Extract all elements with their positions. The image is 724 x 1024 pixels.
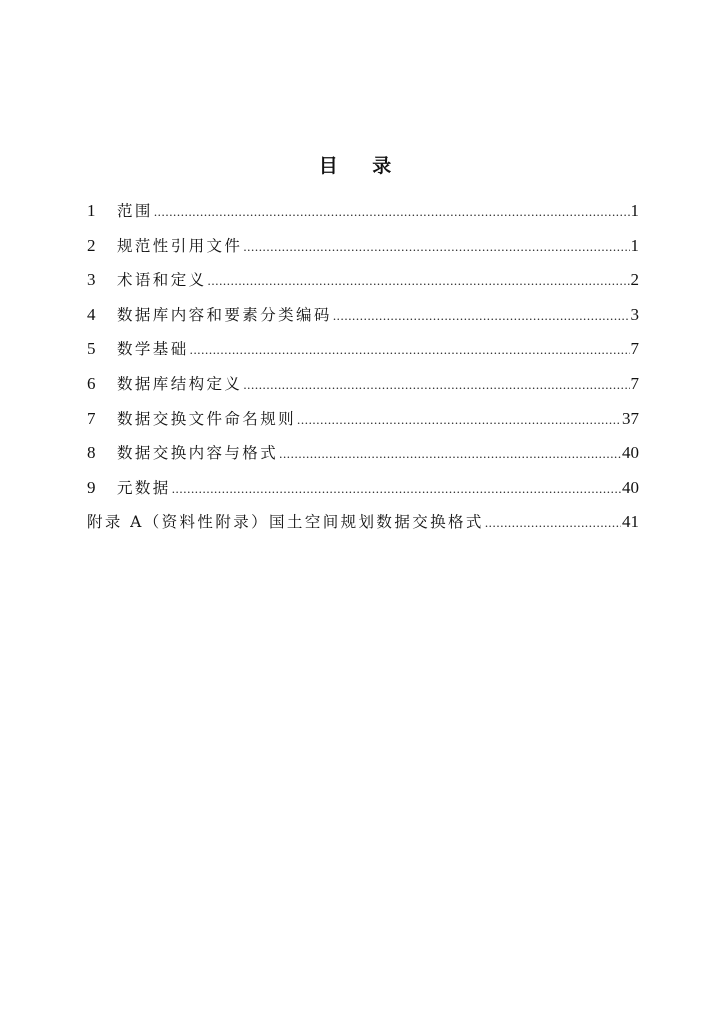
toc-entry-label: 规范性引用文件 <box>117 236 243 255</box>
toc-entry <box>87 439 639 474</box>
toc-entry <box>87 232 639 267</box>
toc-entry-number: 4 <box>87 304 96 324</box>
toc-title: 目 录 <box>318 155 406 177</box>
toc-entry-page: 2 <box>630 270 639 290</box>
toc-entry-label: 范围 <box>117 202 153 220</box>
toc-entry-number: 6 <box>87 373 96 393</box>
toc-list <box>87 197 639 543</box>
toc-entry-label: 数据库内容和要素分类编码 <box>117 305 332 324</box>
toc-entry-number: 8 <box>87 443 96 463</box>
toc-dot-leader <box>333 302 630 330</box>
toc-dot-leader <box>485 509 621 537</box>
toc-entry <box>87 405 639 440</box>
toc-entry-label: 数据交换文件命名规则 <box>117 409 297 428</box>
toc-dot-leader <box>190 336 630 364</box>
toc-entry-page: 40 <box>622 477 639 497</box>
toc-entry-number: 7 <box>87 408 96 428</box>
toc-entry-label: 数学基础 <box>117 340 189 359</box>
toc-entry <box>87 370 639 405</box>
toc-entry-label: 元数据 <box>117 478 171 497</box>
toc-dot-leader <box>297 406 621 434</box>
toc-entry-page: 3 <box>630 304 639 324</box>
toc-dot-leader <box>154 198 630 226</box>
toc-entry-label: 附录 A（资料性附录）国土空间规划数据交换格式 <box>87 513 484 532</box>
toc-entry-number: 9 <box>87 477 96 497</box>
toc-entry <box>87 335 639 370</box>
toc-entry-appendix <box>87 508 639 543</box>
toc-entry-label: 数据库结构定义 <box>117 374 243 393</box>
toc-entry <box>87 474 639 509</box>
toc-entry <box>87 266 639 301</box>
toc-entry-page: 37 <box>622 408 639 428</box>
toc-entry-page: 1 <box>630 235 639 255</box>
toc-dot-leader <box>243 233 629 261</box>
toc-entry-page: 1 <box>630 201 639 220</box>
toc-dot-leader <box>172 475 621 503</box>
toc-entry-page: 41 <box>622 512 639 532</box>
toc-entry-number: 3 <box>87 270 96 290</box>
toc-entry-page: 7 <box>630 339 639 359</box>
toc-entry <box>87 197 639 232</box>
toc-dot-leader <box>243 371 629 399</box>
toc-dot-leader <box>279 440 621 468</box>
toc-entry <box>87 301 639 336</box>
toc-entry-number: 5 <box>87 339 96 359</box>
toc-entry-label: 数据交换内容与格式 <box>117 444 279 463</box>
toc-dot-leader <box>208 267 630 295</box>
toc-entry-number: 2 <box>87 235 96 255</box>
toc-entry-page: 40 <box>622 443 639 463</box>
toc-entry-label: 术语和定义 <box>117 271 207 290</box>
toc-entry-page: 7 <box>630 373 639 393</box>
toc-entry-number: 1 <box>87 201 96 220</box>
